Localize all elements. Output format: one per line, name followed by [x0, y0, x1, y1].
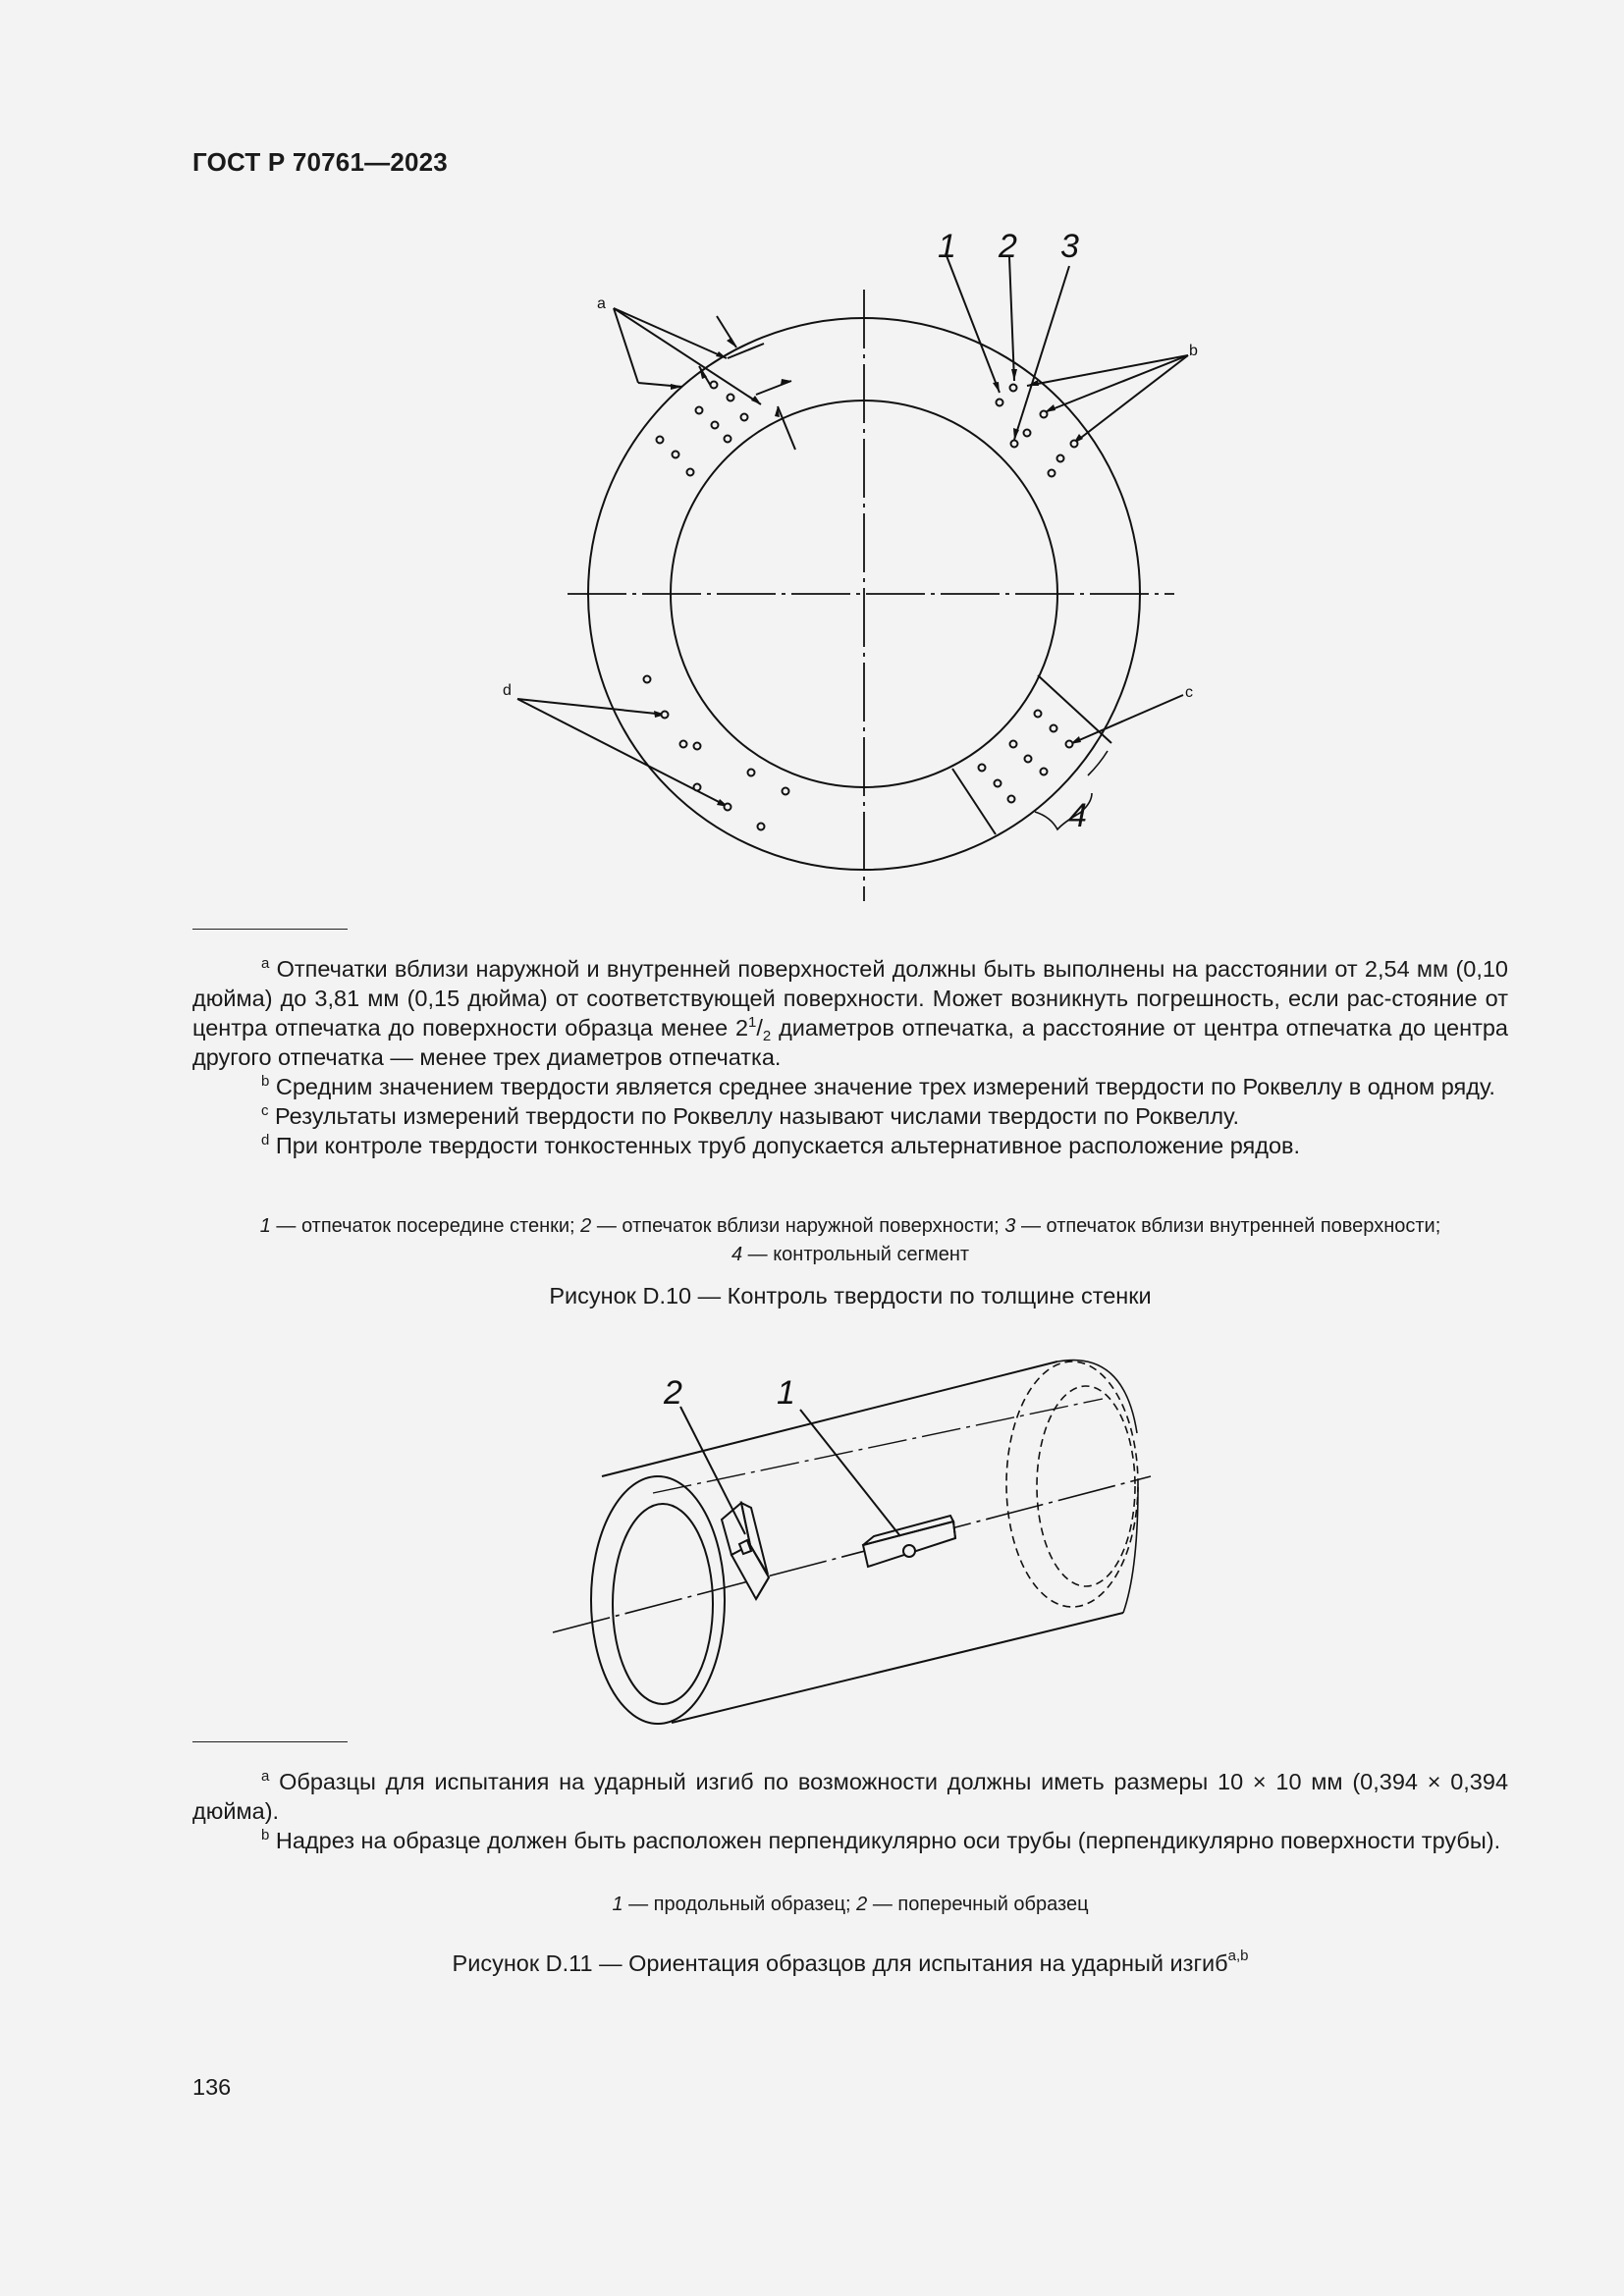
callout-a: a — [597, 295, 606, 312]
footnote-c: $^c$ Результаты измерений твердости по Роквеллу называют числами твердости по Роквеллу. — [261, 1102, 1239, 1129]
callout-4: 4 — [1068, 797, 1087, 834]
footnote-a-d11: $^a$ Образцы для испытания на ударный изгиб по возможности должны иметь размеры 10 × 10 мм (0,394 × 0,394 дюйма). — [192, 1768, 1509, 1824]
callout-2: 2 — [999, 228, 1017, 265]
figure-d10-caption: Рисунок D.10 — Контроль твердости по толщине стенки — [549, 1283, 1152, 1308]
callout-1: 1 — [938, 228, 956, 265]
callout-c: c — [1185, 684, 1193, 701]
footnote-b: $^b$ Средним значением твердости является среднее значение трех измерений твердости по Роквеллу в одном ряду. — [261, 1073, 1495, 1099]
figure-d11-footnotes — [192, 1767, 1508, 1855]
figure-d11-legend: 1 — продольный образец; 2 — поперечный образец — [612, 1894, 1089, 1915]
pipe-front-outer — [591, 1476, 725, 1724]
footnote-separator-d11 — [192, 1741, 348, 1742]
pipe-back-outer — [1006, 1362, 1138, 1607]
callout-b: b — [1189, 343, 1198, 359]
callout-d: d — [503, 682, 512, 699]
pipe-back-inner — [1037, 1386, 1135, 1586]
figure-d10-legend: 1 — отпечаток посередине стенки; 2 — отпечаток вблизи наружной поверхности; 3 — отпечаток вблизи внутренней поверхности; 4 — контрольный сегмент — [259, 1215, 1441, 1265]
callout-2-d11: 2 — [664, 1374, 682, 1412]
footnote-d: $^d$ При контроле твердости тонкостенных труб допускается альтернативное расположение рядов. — [261, 1132, 1301, 1158]
callout-1-d11: 1 — [777, 1374, 795, 1412]
callout-3: 3 — [1060, 228, 1079, 265]
figure-d11-caption: Рисунок D.11 — Ориентация образцов для испытания на ударный изгиб$^{a,b}$ — [452, 1948, 1249, 1976]
footnote-a: $^a$ Отпечатки вблизи наружной и внутренней поверхностей должны быть выполнены на расстоянии от 2,54 мм (0,10 дюйма) до 3,81 мм (0,15 дюйма) от соответствующей поверхности. Может возникнуть погрешность, если рас-стояние от центра отпечатка до поверхности образца менее $2^1/_2$ диаметров отпечатка, а расстояние от центра отпечатка до центра другого отпечатка — менее трех диаметров отпечатка. — [192, 955, 1509, 1070]
page-number: 136 — [192, 2074, 232, 2100]
document-header: ГОСТ Р 70761—2023 — [192, 147, 448, 177]
footnote-b-d11: $^b$ Надрез на образце должен быть расположен перпендикулярно оси трубы (перпендикулярно поверхности трубы). — [261, 1827, 1501, 1853]
